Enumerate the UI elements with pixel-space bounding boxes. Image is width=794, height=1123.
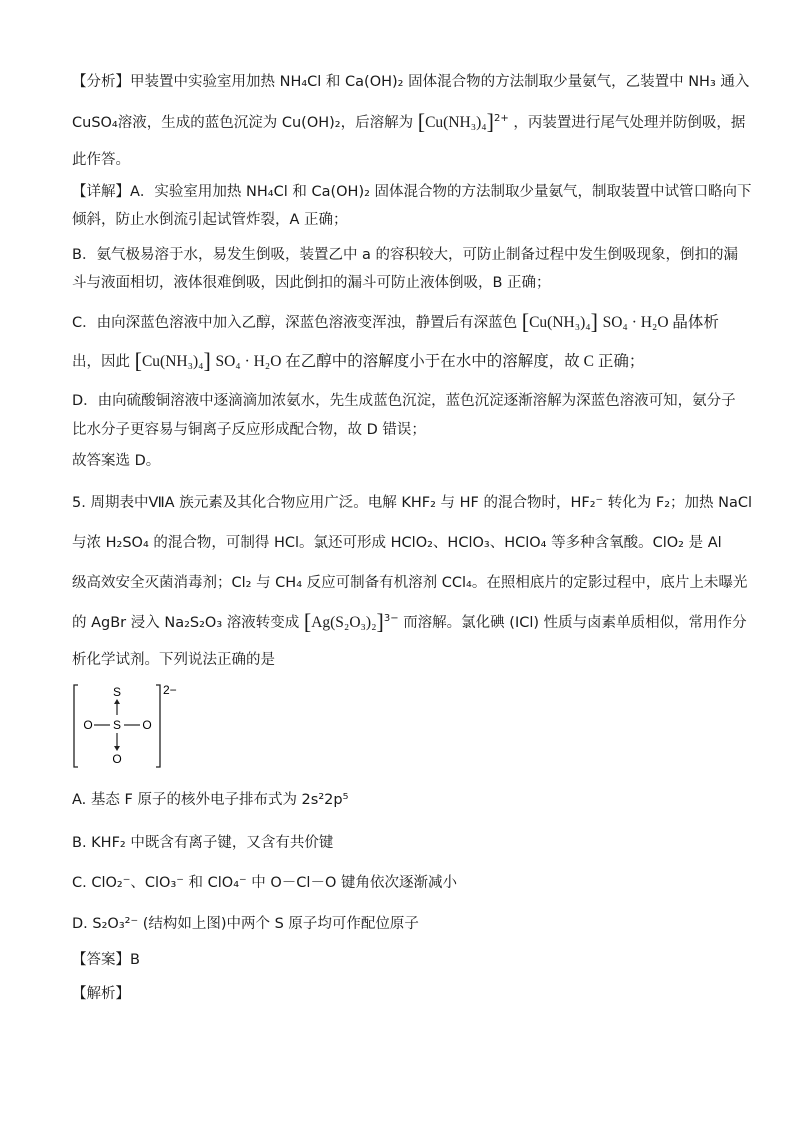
- question-5-line-5: 析化学试剂。下列说法正确的是: [72, 652, 275, 668]
- bracket-close: ]: [376, 609, 384, 634]
- question-5-line-4-part-d: 而溶解。氯化碘 (ICl) 性质与卤素单质相似，常用作分: [403, 615, 747, 631]
- atom-top: S: [112, 685, 122, 699]
- detail-line-2: 倾斜，防止水倒流引起试管炸裂，A 正确；: [72, 212, 348, 228]
- left-bracket: [74, 685, 78, 767]
- atom-right: O: [142, 718, 152, 732]
- detail-line-3: B．氨气极易溶于水，易发生倒吸，装置乙中 a 的容积较大，可防止制备过程中发生倒吸现象，倒扣的漏: [72, 247, 739, 263]
- option-d: D. S₂O₃²⁻ (结构如上图)中两个 S 原子均可作配位原子: [72, 916, 419, 932]
- detail-line-9: 故答案选 D。: [72, 453, 161, 469]
- right-bracket: [156, 685, 160, 767]
- analysis-line-3: 此作答。: [72, 152, 130, 168]
- question-5-line-4-part-a: 的 AgBr 浸入 Na₂S₂O₃ 溶液转变成: [72, 615, 300, 631]
- detail-line-7: D．由向硫酸铜溶液中逐滴滴加浓氨水，先生成蓝色沉淀，蓝色沉淀逐渐溶解为深蓝色溶液可知，氨分子: [72, 393, 736, 409]
- atom-left: O: [83, 718, 93, 732]
- detail-line-8: 比水分子更容易与铜离子反应形成配合物，故 D 错误；: [72, 422, 426, 438]
- detail-line-6-part-c: SO₄ · H₂O 在乙醇中的溶解度小于在水中的溶解度，故 C 正确；: [215, 353, 645, 370]
- bracket-close: ]: [486, 109, 494, 134]
- detail-line-5-part-c: SO₄ · H₂O 晶体析: [602, 314, 719, 331]
- bracket-open: [: [417, 109, 426, 134]
- detail-line-4: 斗与液面相切，液体很难倒吸，因此倒扣的漏斗可防止液体倒吸，B 正确；: [72, 275, 551, 291]
- thiosulfate-structure-figure: [72, 683, 192, 769]
- complex-ion-formula: Cu(NH₃)₄: [425, 114, 487, 131]
- atom-bottom: O: [112, 752, 122, 766]
- detail-line-6: [72, 348, 645, 373]
- silver-complex-charge: 3−: [383, 613, 399, 625]
- option-c: C. ClO₂⁻、ClO₃⁻ 和 ClO₄⁻ 中 O－Cl－O 键角依次逐渐减小: [72, 875, 457, 891]
- question-5-line-3: 级高效安全灭菌消毒剂；Cl₂ 与 CH₄ 反应可制备有机溶剂 CCl₄。在照相底片的定影过程中，底片上未曝光: [72, 575, 748, 591]
- arrow-up-head: [114, 699, 120, 704]
- ion-charge: 2−: [163, 683, 177, 697]
- question-5-line-1: 5. 周期表中ⅦA 族元素及其化合物应用广泛。电解 KHF₂ 与 HF 的混合物时，HF₂⁻ 转化为 F₂；加热 NaCl: [72, 495, 753, 511]
- option-a: A. 基态 F 原子的核外电子排布式为 2s²2p⁵: [72, 792, 349, 808]
- answer-label: 【答案】B: [72, 952, 140, 968]
- question-5-line-2: 与浓 H₂SO₄ 的混合物，可制得 HCl。氯还可形成 HClO₂、HClO₃、HClO₄ 等多种含氧酸。ClO₂ 是 Al: [72, 535, 722, 551]
- bracket-close: ]: [203, 348, 211, 373]
- analysis-line-2-part-d: ，丙装置进行尾气处理并防倒吸，据: [513, 115, 746, 131]
- option-b: B. KHF₂ 中既含有离子键，又含有共价键: [72, 835, 334, 851]
- thiosulfate-structure-svg: [72, 683, 192, 769]
- bracket-open: [: [134, 348, 142, 373]
- detail-line-5: [72, 309, 719, 334]
- bracket-open: [: [303, 609, 312, 634]
- explanation-label: 【解析】: [72, 986, 130, 1002]
- detail-line-5-part-a: C．由向深蓝色溶液中加入乙醇，深蓝色溶液变浑浊，静置后有深蓝色: [72, 315, 518, 331]
- detail-line-6-part-a: 出，因此: [72, 354, 130, 370]
- analysis-line-2-part-a: CuSO₄溶液，生成的蓝色沉淀为 Cu(OH)₂，后溶解为: [72, 115, 414, 131]
- complex-formula: Cu(NH₃)₄: [529, 314, 591, 331]
- silver-complex-formula: Ag(S₂O₃)₂: [311, 614, 377, 631]
- question-5-line-4: [72, 609, 747, 634]
- detail-line-1: 【详解】A．实验室用加热 NH₄Cl 和 Ca(OH)₂ 固体混合物的方法制取少量氨气，制取装置中试管口略向下: [72, 184, 752, 200]
- bracket-open: [: [521, 309, 530, 334]
- complex-ion-charge: 2+: [494, 113, 509, 125]
- atom-center: S: [112, 718, 122, 732]
- bracket-close: ]: [590, 309, 598, 334]
- complex-formula: Cu(NH₃)₄: [141, 353, 204, 370]
- analysis-line-2: [72, 109, 746, 134]
- analysis-line-1: 【分析】甲装置中实验室用加热 NH₄Cl 和 Ca(OH)₂ 固体混合物的方法制取少量氨气，乙装置中 NH₃ 通入: [72, 74, 750, 90]
- arrow-down-head: [114, 746, 120, 751]
